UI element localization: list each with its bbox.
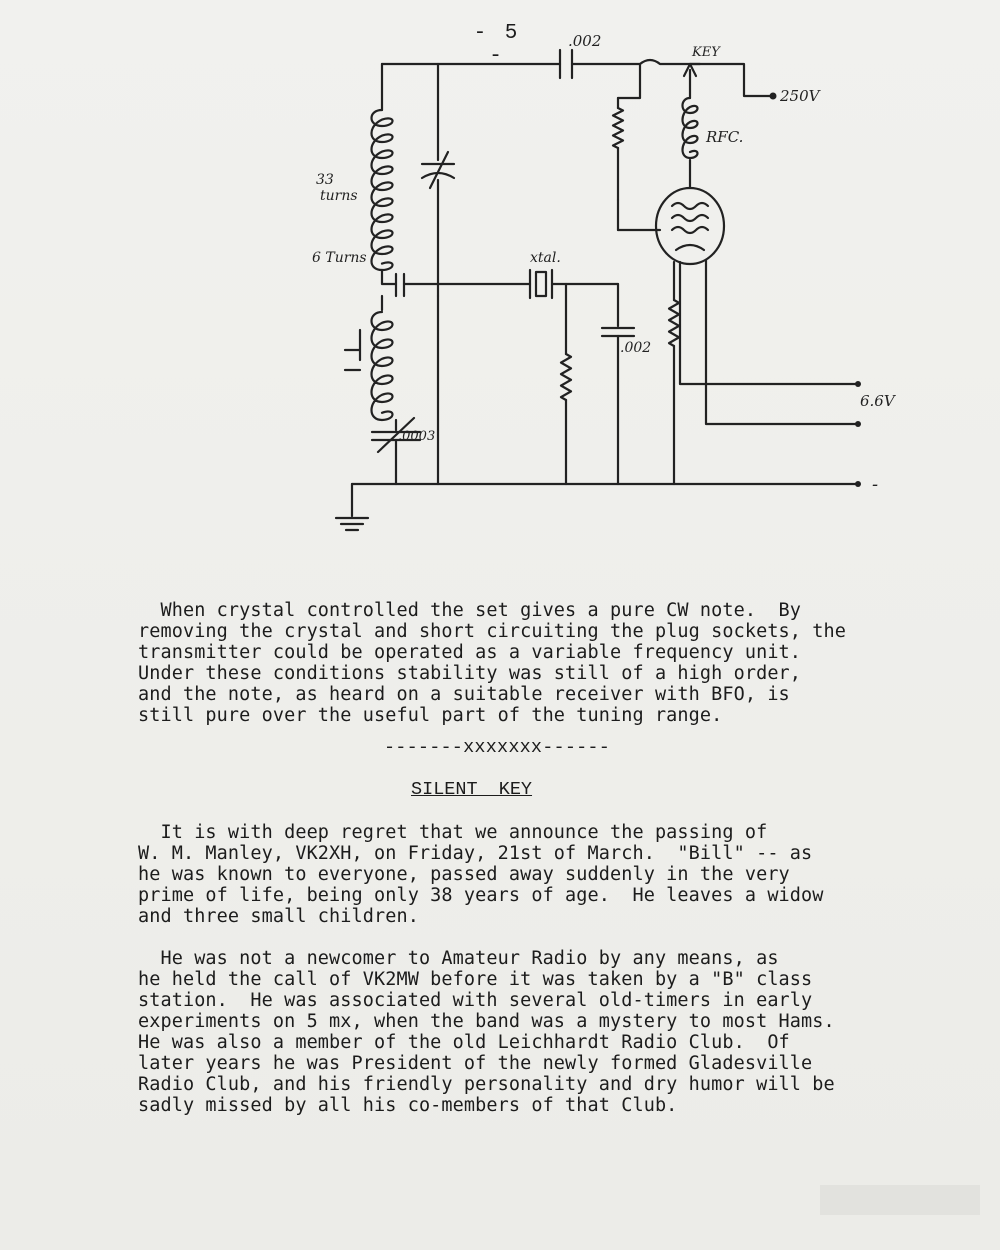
- paragraph-obituary: It is with deep regret that we announce the passing of W. M. Manley, VK2XH, on Friday, 21st of March. "Bill" -- as he was known to everyone, passed away suddenly in the very prime of life, being only 38 years of age. He leaves a widow and three small children.: [138, 822, 824, 927]
- ground-icon: [336, 484, 368, 530]
- minus-label: -: [872, 474, 879, 495]
- cathode-cap-label: .002: [620, 340, 652, 356]
- coil-lower-turns: 6 Turns: [312, 250, 367, 266]
- section-divider: -------xxxxxxx------: [384, 737, 611, 758]
- rfc-label: RFC.: [706, 128, 744, 146]
- paragraph-biography: He was not a newcomer to Amateur Radio by any means, as he held the call of VK2MW before it was taken by a "B" class station. He was associated with several old-timers in early experiments on 5 mx, when the band was a mystery to most Hams. He was also a member of the old Leichhardt Radio Club. Of later years he was President of the newly formed Gladesville Radio Club, and his friendly personality and dry humor will be sadly missed by all his co-members of that Club.: [138, 948, 835, 1116]
- section-heading-silent-key: SILENT KEY: [411, 779, 533, 800]
- valve-tube: [656, 188, 724, 264]
- page-number: - 5 -: [473, 22, 521, 68]
- page-smudge: [820, 1185, 980, 1215]
- transmitter-schematic: [0, 0, 1000, 600]
- paragraph-crystal-control: When crystal controlled the set gives a pure CW note. By removing the crystal and short circuiting the plug sockets, the transmitter could be operated as a variable frequency unit. Under these conditions stability was still of a high order, and the note, as heard on a suitable receiver with BFO, is still pure over the useful part of the tuning range.: [138, 600, 846, 726]
- crystal: [530, 270, 552, 298]
- filament-voltage-label: 6.6V: [860, 392, 895, 410]
- variable-cap-label: .0003: [398, 429, 436, 444]
- key-label: KEY: [692, 45, 720, 60]
- coupling-capacitor: [560, 50, 572, 78]
- rf-choke: [683, 98, 698, 158]
- hv-terminal: [770, 93, 777, 100]
- crystal-label: xtal.: [530, 250, 561, 266]
- coil-upper-turns: 33 turns: [316, 172, 358, 204]
- cap-top-label: .002: [568, 32, 602, 50]
- hv-label: 250V: [780, 87, 820, 105]
- grid-coil: [372, 312, 393, 420]
- tank-coil: [372, 110, 393, 270]
